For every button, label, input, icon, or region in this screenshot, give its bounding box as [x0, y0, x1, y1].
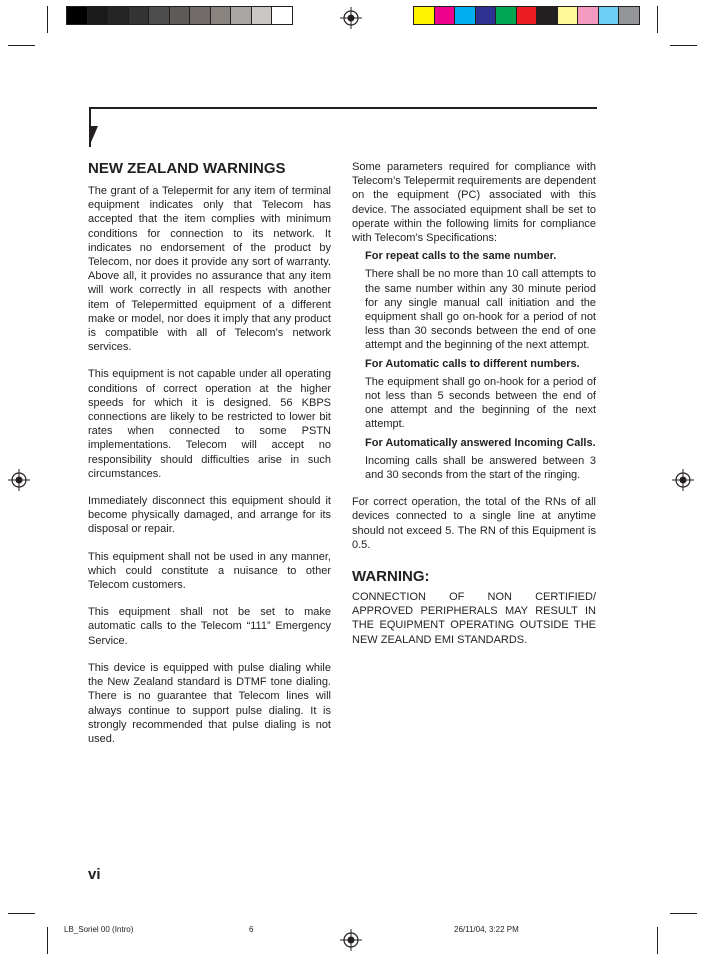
paragraph: Immediately disconnect this equipment should it become physically damaged, and arrange for its disposal or repair.	[88, 495, 331, 536]
subheading: For Automatic calls to different numbers.	[365, 357, 580, 370]
subheading: For Automatically answered Incoming Calls.	[365, 436, 596, 449]
section-title: NEW ZEALAND WARNINGS	[88, 160, 286, 177]
color-swatch	[618, 6, 640, 25]
crop-mark	[670, 45, 697, 46]
registration-mark-icon	[672, 469, 694, 491]
color-swatch	[475, 6, 497, 25]
color-swatch	[169, 6, 191, 25]
indented-paragraph: Incoming calls shall be answered between 3 and 30 seconds from the start of the ringing.	[365, 454, 596, 482]
registration-mark-icon	[8, 469, 30, 491]
color-swatch	[251, 6, 273, 25]
subheading: For repeat calls to the same number.	[365, 250, 557, 263]
footer-date: 26/11/04, 3:22 PM	[454, 925, 519, 934]
paragraph: This equipment is not capable under all operating conditions of correct operation at the higher speeds for which it is designed. 56 KBPS connections are likely to be restricted to lower bit rates when connected to some PSTN implementations. Telecom will accept no responsibility should difficulties arise in such circumstances.	[88, 368, 331, 480]
color-swatch	[128, 6, 150, 25]
indented-paragraph: The equipment shall go on-hook for a period of not less than 5 seconds between the end of one attempt and the beginning of the next attempt.	[365, 375, 596, 431]
color-swatch	[413, 6, 435, 25]
color-swatch	[189, 6, 211, 25]
color-swatch	[516, 6, 538, 25]
color-swatch	[87, 6, 109, 25]
intro-paragraph: Some parameters required for compliance with Telecom’s Telepermit requirements are dependent on the equipment (PC) associated with this device. The associated equipment shall be set to operate within the following limits for compliance with Telecom’s Specifications:	[352, 161, 596, 245]
crop-mark	[47, 927, 48, 954]
footer-filename: LB_Soriel 00 (Intro)	[64, 925, 134, 934]
left-column	[88, 160, 331, 759]
crop-mark	[670, 913, 697, 914]
indented-paragraph: There shall be no more than 10 call attempts to the same number within any 30 minute period for any single manual call initiation and the equipment shall go on-hook for a period of not less than 30 seconds between the end of one attempt and the beginning of the next attempt.	[365, 268, 596, 352]
footer-page: 6	[249, 925, 254, 934]
color-swatch	[577, 6, 599, 25]
paragraph: This equipment shall not be set to make automatic calls to the Telecom “111” Emergency Service.	[88, 606, 331, 647]
paragraph: This equipment shall not be used in any manner, which could constitute a nuisance to other Telecom customers.	[88, 550, 331, 592]
paragraph: For correct operation, the total of the RNs of all devices connected to a single line at anytime should not exceed 5. The RN of this Equipment is 0.5.	[352, 496, 596, 551]
color-swatch	[434, 6, 456, 25]
color-swatch	[598, 6, 620, 25]
paragraph: This device is equipped with pulse dialing while the New Zealand standard is DTMF tone dialing. There is no guarantee that Telecom lines will always continue to support pulse dialing. It is strongly recommended that pulse dialing is not used.	[88, 661, 331, 745]
color-swatch	[536, 6, 558, 25]
color-swatch	[210, 6, 232, 25]
color-swatch	[148, 6, 170, 25]
color-swatch	[230, 6, 252, 25]
page-number: vi	[88, 866, 101, 883]
color-swatch	[495, 6, 517, 25]
warning-title: WARNING:	[352, 568, 430, 586]
crop-mark	[657, 927, 658, 954]
crop-mark	[8, 913, 35, 914]
color-swatch	[557, 6, 579, 25]
registration-mark-icon	[340, 929, 362, 951]
color-swatch	[454, 6, 476, 25]
color-swatch	[66, 6, 88, 25]
color-swatch	[107, 6, 129, 25]
crop-mark	[657, 6, 658, 33]
warning-text: CONNECTION OF NON CERTIFIED/ APPROVED PERIPHERALS MAY RESULT IN THE EQUIPMENT OPERATING OUTSIDE THE NEW ZEALAND EMI STANDARDS.	[352, 591, 596, 646]
header-rule	[89, 107, 597, 109]
paragraph: The grant of a Telepermit for any item of terminal equipment indicates only that Telecom has accepted that the item complies with minimum conditions for connection to its network. It indicates no endorsement of the product by Telecom, nor does it provide any sort of warranty. Above all, it provides no assurance that any item will work correctly in all respects with another item of Telepermitted equipment of a different make or model, nor does it imply that any product is compatible with all of Telecom’s network services.	[88, 185, 331, 354]
crop-mark	[8, 45, 35, 46]
right-column	[352, 160, 596, 660]
crop-mark	[47, 6, 48, 33]
corner-tab-icon	[89, 126, 99, 148]
registration-mark-icon	[340, 7, 362, 29]
color-swatch	[271, 6, 293, 25]
